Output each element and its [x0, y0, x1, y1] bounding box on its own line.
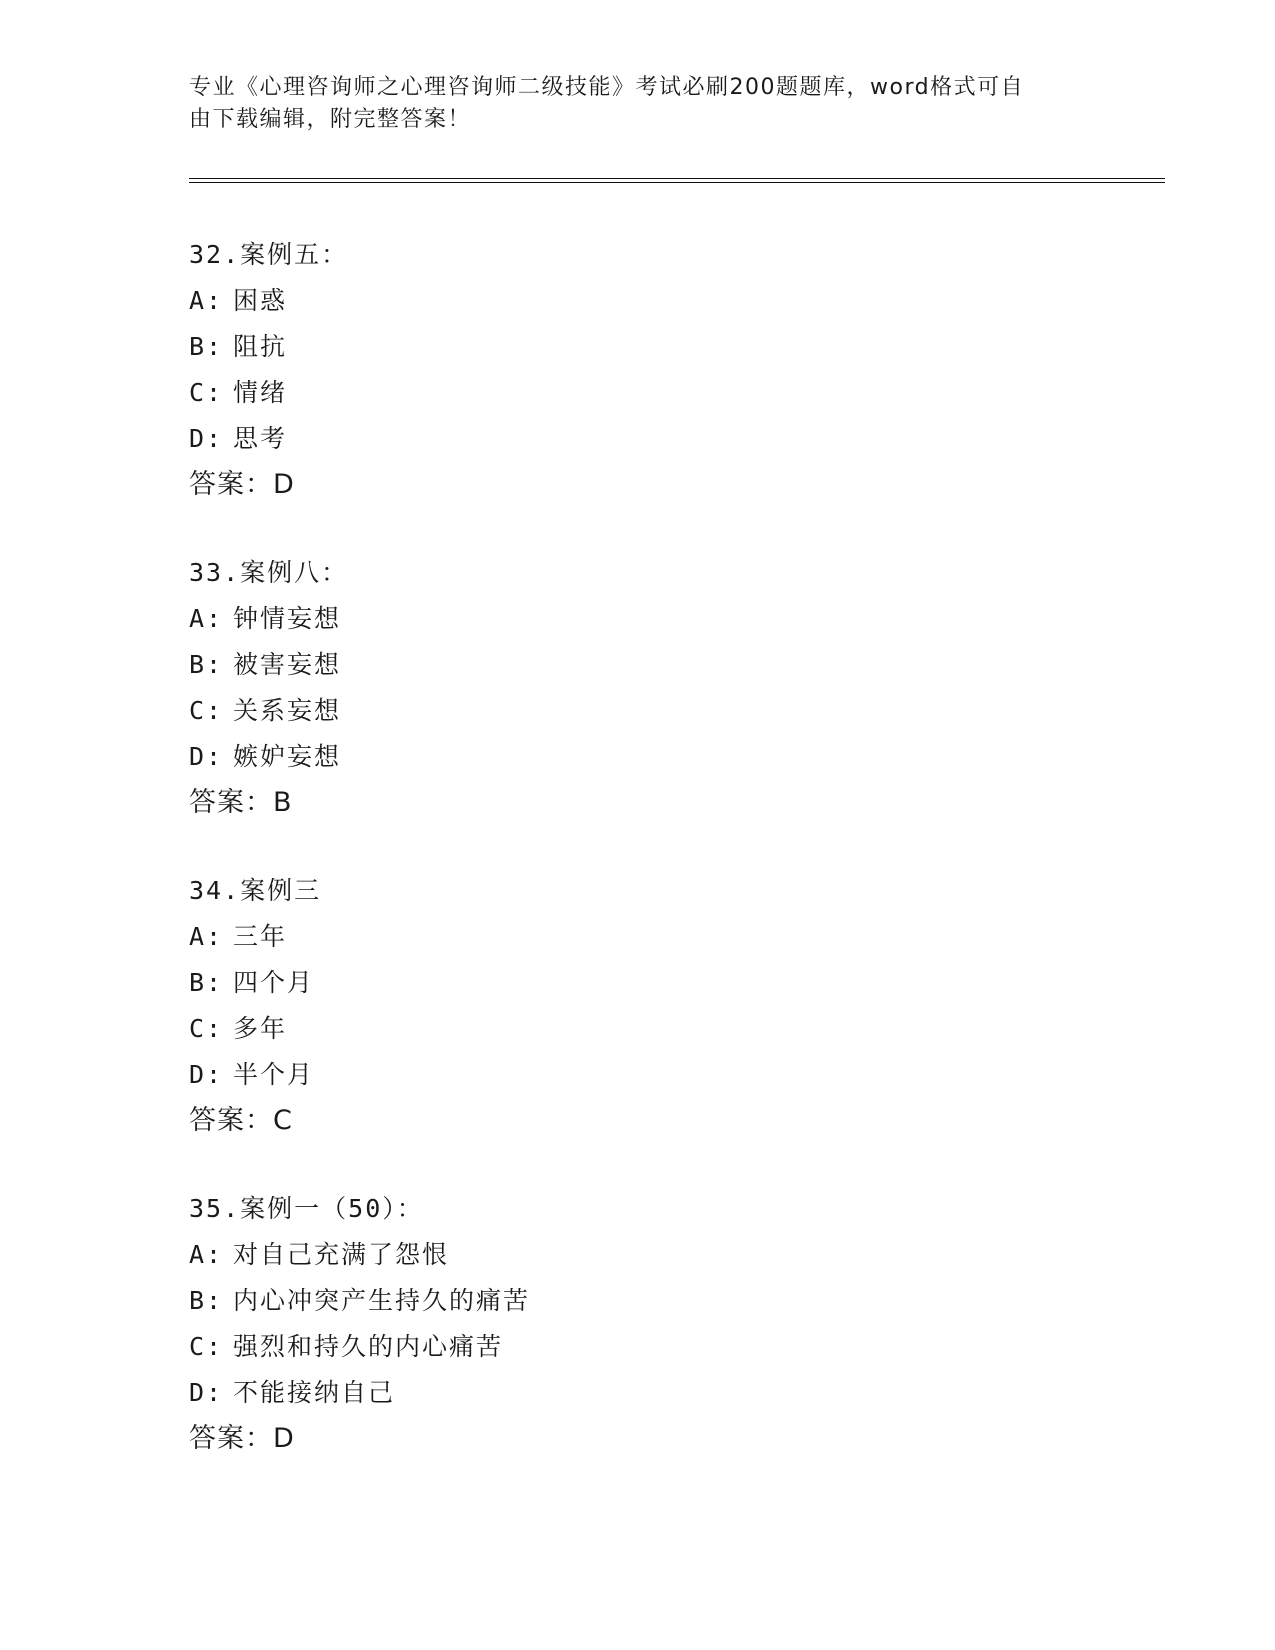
option-c: [189, 370, 1089, 416]
option-b: [189, 960, 1089, 1006]
option-letter: C:: [189, 378, 224, 407]
question-32: [189, 232, 1089, 508]
option-text: 被害妄想: [233, 650, 342, 679]
question-stem: 33.案例八：: [189, 558, 349, 587]
option-text: 思考: [233, 424, 288, 453]
option-b: [189, 642, 1089, 688]
option-letter: A:: [189, 604, 224, 633]
option-text: 半个月: [233, 1060, 315, 1089]
option-letter: D:: [189, 1060, 224, 1089]
option-letter: C:: [189, 1332, 224, 1361]
option-letter: A:: [189, 286, 224, 315]
option-text: 困惑: [233, 286, 288, 315]
option-text: 不能接纳自己: [233, 1378, 396, 1407]
option-text: 强烈和持久的内心痛苦: [233, 1332, 504, 1361]
option-text: 关系妄想: [233, 696, 342, 725]
option-text: 内心冲突产生持久的痛苦: [233, 1286, 531, 1315]
question-stem: 34.案例三: [189, 876, 322, 905]
question-stem: 32.案例五：: [189, 240, 349, 269]
option-a: [189, 596, 1089, 642]
option-letter: D:: [189, 742, 224, 771]
question-35: [189, 1186, 1089, 1462]
option-letter: B:: [189, 1286, 224, 1315]
option-b: [189, 324, 1089, 370]
question-33: [189, 550, 1089, 826]
option-text: 情绪: [233, 378, 288, 407]
option-letter: B:: [189, 968, 224, 997]
answer: 答案：C: [189, 1105, 293, 1136]
option-letter: D:: [189, 424, 224, 453]
header-line-2: 由下载编辑，附完整答案！: [189, 107, 472, 132]
option-c: [189, 688, 1089, 734]
option-letter: C:: [189, 696, 224, 725]
option-letter: A:: [189, 1240, 224, 1269]
option-a: [189, 278, 1089, 324]
question-stem: 35.案例一（50）：: [189, 1194, 424, 1223]
option-d: [189, 734, 1089, 780]
answer: 答案：D: [189, 1423, 295, 1454]
document-header: [189, 72, 1069, 136]
answer: 答案：B: [189, 787, 293, 818]
header-divider: [189, 178, 1165, 183]
header-line-1: 专业《心理咨询师之心理咨询师二级技能》考试必刷200题题库，word格式可自: [189, 75, 1025, 100]
option-text: 嫉妒妄想: [233, 742, 342, 771]
option-text: 阻抗: [233, 332, 288, 361]
option-text: 三年: [233, 922, 288, 951]
option-text: 四个月: [233, 968, 315, 997]
option-letter: B:: [189, 332, 224, 361]
option-a: [189, 914, 1089, 960]
answer: 答案：D: [189, 469, 295, 500]
option-b: [189, 1278, 1089, 1324]
option-d: [189, 1370, 1089, 1416]
option-letter: C:: [189, 1014, 224, 1043]
option-letter: D:: [189, 1378, 224, 1407]
option-text: 多年: [233, 1014, 288, 1043]
option-letter: A:: [189, 922, 224, 951]
option-d: [189, 416, 1089, 462]
option-d: [189, 1052, 1089, 1098]
option-c: [189, 1006, 1089, 1052]
option-text: 钟情妄想: [233, 604, 342, 633]
option-letter: B:: [189, 650, 224, 679]
option-a: [189, 1232, 1089, 1278]
option-c: [189, 1324, 1089, 1370]
option-text: 对自己充满了怨恨: [233, 1240, 450, 1269]
question-34: [189, 868, 1089, 1144]
